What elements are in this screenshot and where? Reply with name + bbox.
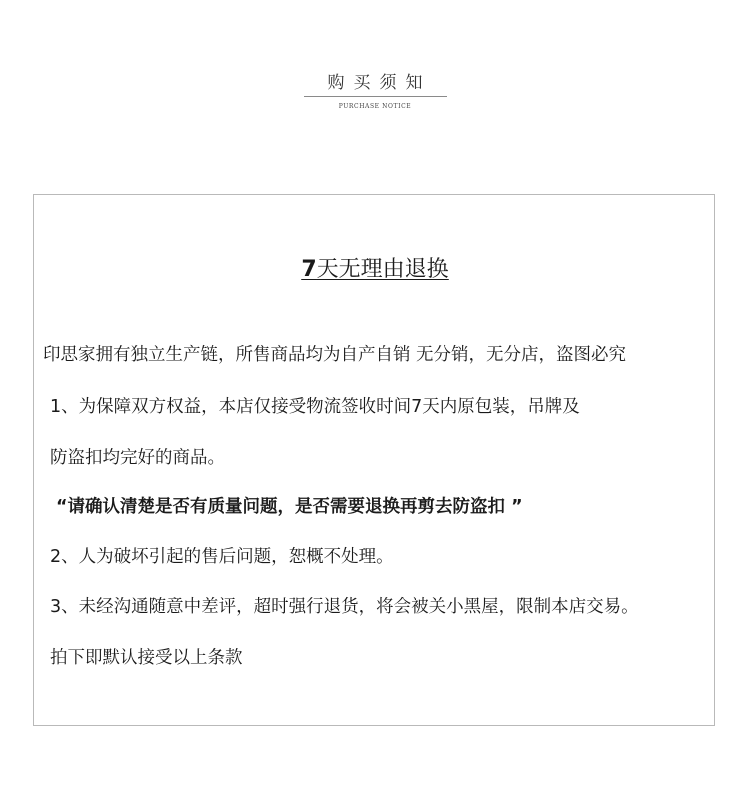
header-title: 购买须知 — [327, 73, 432, 93]
notice-title-text: 天无理由退换 — [316, 257, 449, 282]
notice-title-number: 7 — [301, 257, 317, 282]
header-divider — [304, 96, 447, 97]
notice-line-rule-3: 3、未经沟通随意中差评，超时强行退货，将会被关小黑屋，限制本店交易。 — [50, 597, 639, 617]
purchase-notice-header — [0, 70, 750, 110]
notice-title — [0, 255, 750, 285]
notice-line-rule-2: 2、人为破坏引起的售后问题，恕概不处理。 — [50, 547, 394, 567]
notice-line-closing: 拍下即默认接受以上条款 — [50, 648, 243, 668]
header-subtitle: PURCHASE NOTICE — [338, 103, 412, 110]
notice-line-warning: “请确认清楚是否有质量问题，是否需要退换再剪去防盗扣 ” — [56, 497, 523, 517]
notice-line-rule-1: 1、为保障双方权益，本店仅接受物流签收时间7天内原包装，吊牌及 — [50, 397, 580, 417]
notice-line-intro: 印思家拥有独立生产链，所售商品均为自产自销 无分销，无分店，盗图必究 — [43, 345, 627, 365]
notice-line-rule-1-cont: 防盗扣均完好的商品。 — [50, 448, 225, 468]
